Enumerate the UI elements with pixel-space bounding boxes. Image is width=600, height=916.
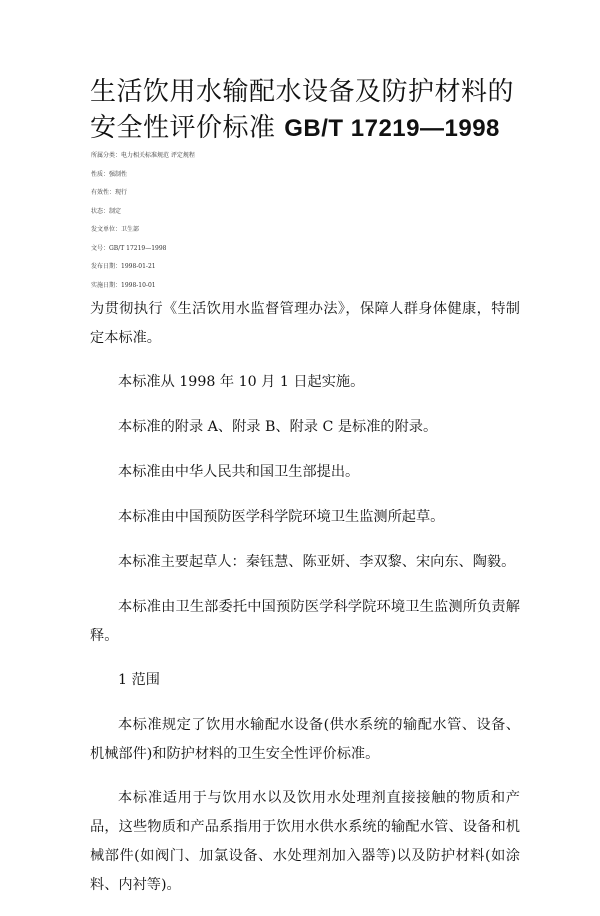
meta-publish-date: 发布日期：1998-01-21 — [91, 263, 156, 270]
paragraph: 本标准主要起草人：秦钰慧、陈亚妍、李双黎、宋向东、陶毅。 — [118, 554, 516, 570]
meta-nature: 性质：强制性 — [91, 170, 128, 178]
meta-status: 状态：制定 — [91, 207, 122, 215]
meta-issuer: 发文单位：卫生部 — [91, 226, 140, 233]
meta-doc-number: 文号：GB/T 17219—1998 — [91, 244, 167, 252]
section-heading: 1 范围 — [118, 672, 160, 688]
meta-category: 所属分类：电力相关标准规范 评定规程 — [91, 152, 195, 159]
paragraph: 本标准由卫生部委托中国预防医学科学院环境卫生监测所负责解释。 — [90, 599, 520, 644]
standard-code: GB/T 17219—1998 — [284, 115, 500, 142]
title-text: 生活饮用水输配水设备及防护材料的安全性评价标准 — [90, 77, 515, 143]
paragraph: 为贯彻执行《生活饮用水监督管理办法》，保障人群身体健康，特制定本标准。 — [90, 301, 520, 346]
paragraph: 本标准从 1998 年 10 月 1 日起实施。 — [118, 374, 365, 390]
metadata-block — [91, 152, 391, 300]
paragraph: 本标准适用于与饮用水以及饮用水处理剂直接接触的物质和产品，这些物质和产品系指用于饮用水供水系统的输配水管、设备和机械部件(如阀门、加氯设备、水处理剂加入器等)以及防护材料(如涂料、内衬等)。 — [90, 790, 520, 893]
paragraph: 本标准由中国预防医学科学院环境卫生监测所起草。 — [118, 509, 445, 525]
meta-validity: 有效性：现行 — [91, 189, 128, 196]
paragraph: 本标准规定了饮用水输配水设备(供水系统的输配水管、设备、机械部件)和防护材料的卫生安全性评价标准。 — [90, 717, 520, 762]
document-title — [90, 74, 530, 147]
document-body — [90, 295, 520, 916]
paragraph: 本标准的附录 A、附录 B、附录 C 是标准的附录。 — [118, 419, 438, 435]
paragraph: 本标准由中华人民共和国卫生部提出。 — [118, 464, 360, 480]
meta-effective-date: 实施日期：1998-10-01 — [91, 281, 156, 289]
